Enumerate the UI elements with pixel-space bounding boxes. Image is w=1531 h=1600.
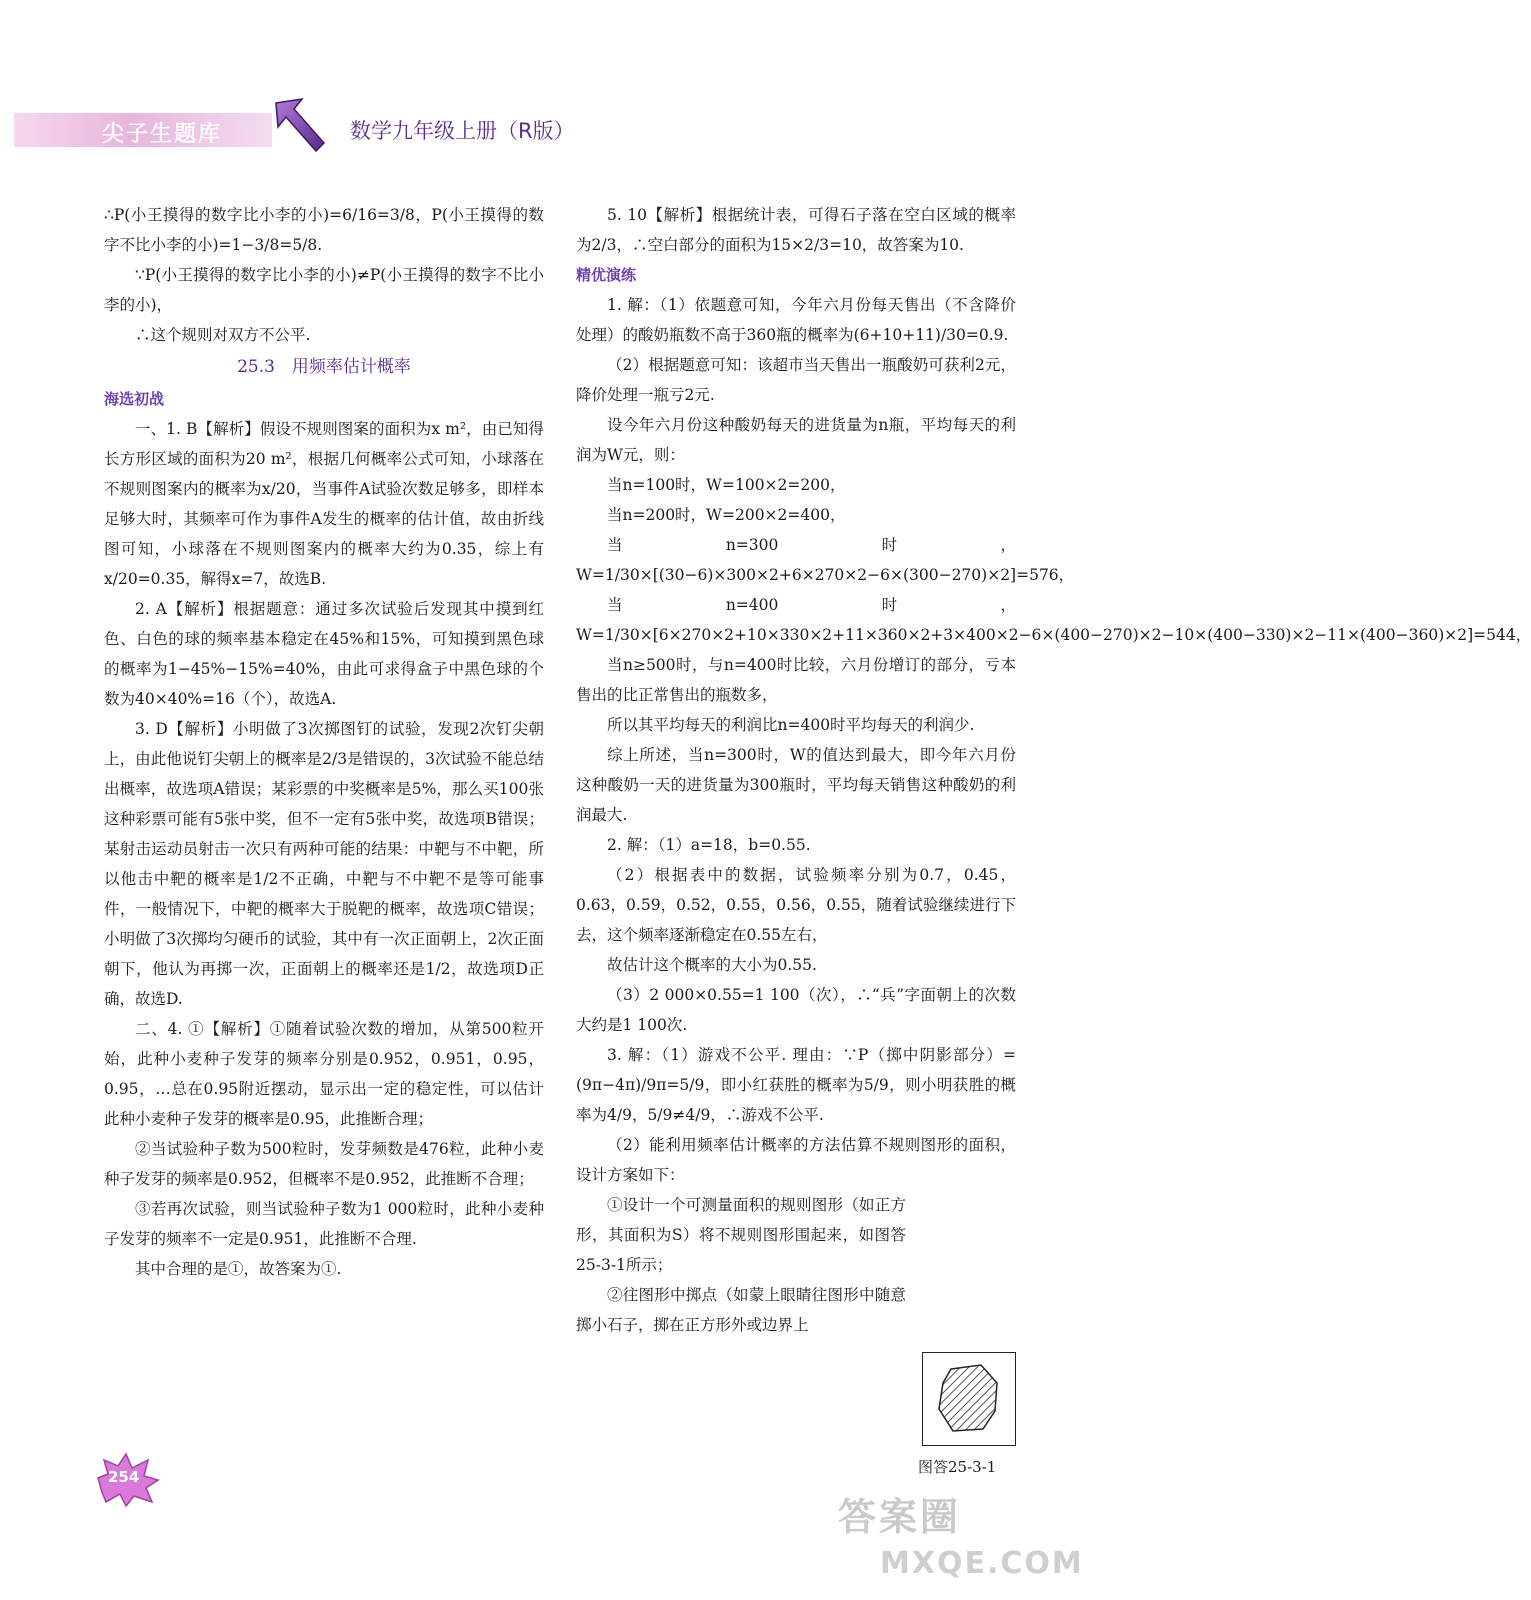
paragraph: ②当试验种子数为500粒时，发芽频数是476粒，此种小麦种子发芽的频率是0.952，但概率不是0.952，此推断不合理； <box>104 1140 544 1188</box>
figure-square <box>922 1352 1016 1446</box>
arrow-icon <box>272 95 330 157</box>
paragraph: （2）根据表中的数据，试验频率分别为0.7，0.45，0.63，0.59，0.52，0.55，0.56，0.55，随着试验继续进行下去，这个频率逐渐稳定在0.55左右， <box>576 866 1016 944</box>
paragraph: 3. 解：（1）游戏不公平. 理由：∵P（掷中阴影部分）=(9π−4π)/9π=5/9，即小红获胜的概率为5/9，则小明获胜的概率为4/9，5/9≠4/9，∴游戏不公平. <box>576 1046 1016 1124</box>
page-number: 254 <box>108 1468 140 1486</box>
paragraph: 故估计这个概率的大小为0.55. <box>607 956 817 974</box>
right-column <box>576 200 1531 1340</box>
paragraph: ∴P(小王摸得的数字比小李的小)=6/16=3/8，P(小王摸得的数字不比小李的小)=1−3/8=5/8. <box>104 206 544 254</box>
paragraph: （2）根据题意可知：该超市当天售出一瓶酸奶可获利2元，降价处理一瓶亏2元. <box>576 356 1016 404</box>
paragraph: 1. 解：（1）依题意可知，今年六月份每天售出（不含降价处理）的酸奶瓶数不高于360瓶的概率为(6+10+11)/30=0.9. <box>576 296 1016 344</box>
paragraph: 2. A【解析】根据题意：通过多次试验后发现其中摸到红色、白色的球的频率基本稳定在45%和15%，可知摸到黑色球的概率为1−45%−15%=40%，由此可求得盒子中黑色球的个数为40×40%=16（个），故选A. <box>104 600 544 708</box>
paragraph: 二、4. ①【解析】①随着试验次数的增加，从第500粒开始，此种小麦种子发芽的频率分别是0.952，0.951，0.95，0.95，…总在0.95附近摆动，显示出一定的稳定性，可以估计此种小麦种子发芽的概率是0.95，此推断合理； <box>104 1020 544 1128</box>
book-title: 数学九年级上册（R版） <box>350 119 575 143</box>
brand-logo-text: 尖子生题库 <box>102 122 223 147</box>
paragraph: 5. 10【解析】根据统计表，可得石子落在空白区域的概率为2/3，∴空白部分的面积为15×2/3=10，故答案为10. <box>576 206 1016 254</box>
subsection-heading: 海选初战 <box>104 390 165 408</box>
paragraph: ③若再次试验，则当试验种子数为1 000粒时，此种小麦种子发芽的频率不一定是0.951，此推断不合理. <box>104 1200 544 1248</box>
paragraph: 其中合理的是①，故答案为①. <box>135 1260 342 1278</box>
paragraph: 当n=100时，W=100×2=200， <box>607 476 846 494</box>
paragraph: （3）2 000×0.55=1 100（次），∴“兵”字面朝上的次数大约是1 100次. <box>576 986 1016 1034</box>
paragraph: 综上所述，当n=300时，W的值达到最大，即今年六月份这种酸奶一天的进货量为300瓶时，平均每天销售这种酸奶的利润最大. <box>576 746 1016 824</box>
paragraph: 当n=200时，W=200×2=400， <box>607 506 846 524</box>
paragraph: 当n=400时，W=1/30×[6×270×2+10×330×2+11×360×2+3×400×2−6×(400−270)×2−10×(400−330)×2−11×(400−360)×2]=544， <box>576 596 1531 644</box>
figure-caption: 图答25-3-1 <box>918 1458 997 1476</box>
section-title: 25.3 用频率估计概率 <box>237 357 411 377</box>
left-column <box>104 200 544 1284</box>
irregular-shape-icon <box>923 1353 1015 1445</box>
page-header <box>0 95 1076 165</box>
paragraph: ②往图形中掷点（如蒙上眼睛往图形中随意掷小石子，掷在正方形外或边界上 <box>576 1286 906 1334</box>
paragraph: ①设计一个可测量面积的规则图形（如正方形，其面积为S）将不规则图形围起来，如图答25-3-1所示； <box>576 1196 906 1274</box>
paragraph: 当n≥500时，与n=400时比较，六月份增订的部分，亏本售出的比正常售出的瓶数多， <box>576 656 1016 704</box>
watermark-url: MXQE.COM <box>880 1546 1084 1581</box>
watermark-logo: 答案圈 <box>838 1495 962 1539</box>
subsection-heading: 精优演练 <box>576 266 637 284</box>
paragraph: 所以其平均每天的利润比n=400时平均每天的利润少. <box>607 716 975 734</box>
paragraph: 3. D【解析】小明做了3次掷图钉的试验，发现2次钉尖朝上，由此他说钉尖朝上的概率是2/3是错误的，3次试验不能总结出概率，故选项A错误；某彩票的中奖概率是5%，那么买100张这种彩票可能有5张中奖，但不一定有5张中奖，故选项B错误；某射击运动员射击一次只有两种可能的结果：中靶与不中靶，所以他击中靶的概率是1/2不正确，中靶与不中靶不是等可能事件，一般情况下，中靶的概率大于脱靶的概率，故选项C错误；小明做了3次掷均匀硬币的试验，其中有一次正面朝上，2次正面朝下，他认为再掷一次，正面朝上的概率还是1/2，故选项D正确，故选D. <box>104 720 544 1008</box>
paragraph: 2. 解：（1）a=18，b=0.55. <box>607 836 811 854</box>
paragraph: ∵P(小王摸得的数字比小李的小)≠P(小王摸得的数字不比小李的小)， <box>104 266 544 314</box>
paragraph: ∴这个规则对双方不公平. <box>135 326 311 344</box>
paragraph: 设今年六月份这种酸奶每天的进货量为n瓶，平均每天的利润为W元，则： <box>576 416 1016 464</box>
paragraph: 当n=300时，W=1/30×[(30−6)×300×2+6×270×2−6×(300−270)×2]=576， <box>576 536 1075 584</box>
paragraph: （2）能利用频率估计概率的方法估算不规则图形的面积，设计方案如下： <box>576 1136 1016 1184</box>
paragraph: 一、1. B【解析】假设不规则图案的面积为x m²，由已知得长方形区域的面积为20 m²，根据几何概率公式可知，小球落在不规则图案内的概率为x/20，当事件A试验次数足够多，即样本足够大时，其频率可作为事件A发生的概率的估计值，故由折线图可知，小球落在不规则图案内的概率大约为0.35，综上有x/20=0.35，解得x=7，故选B. <box>104 420 544 588</box>
